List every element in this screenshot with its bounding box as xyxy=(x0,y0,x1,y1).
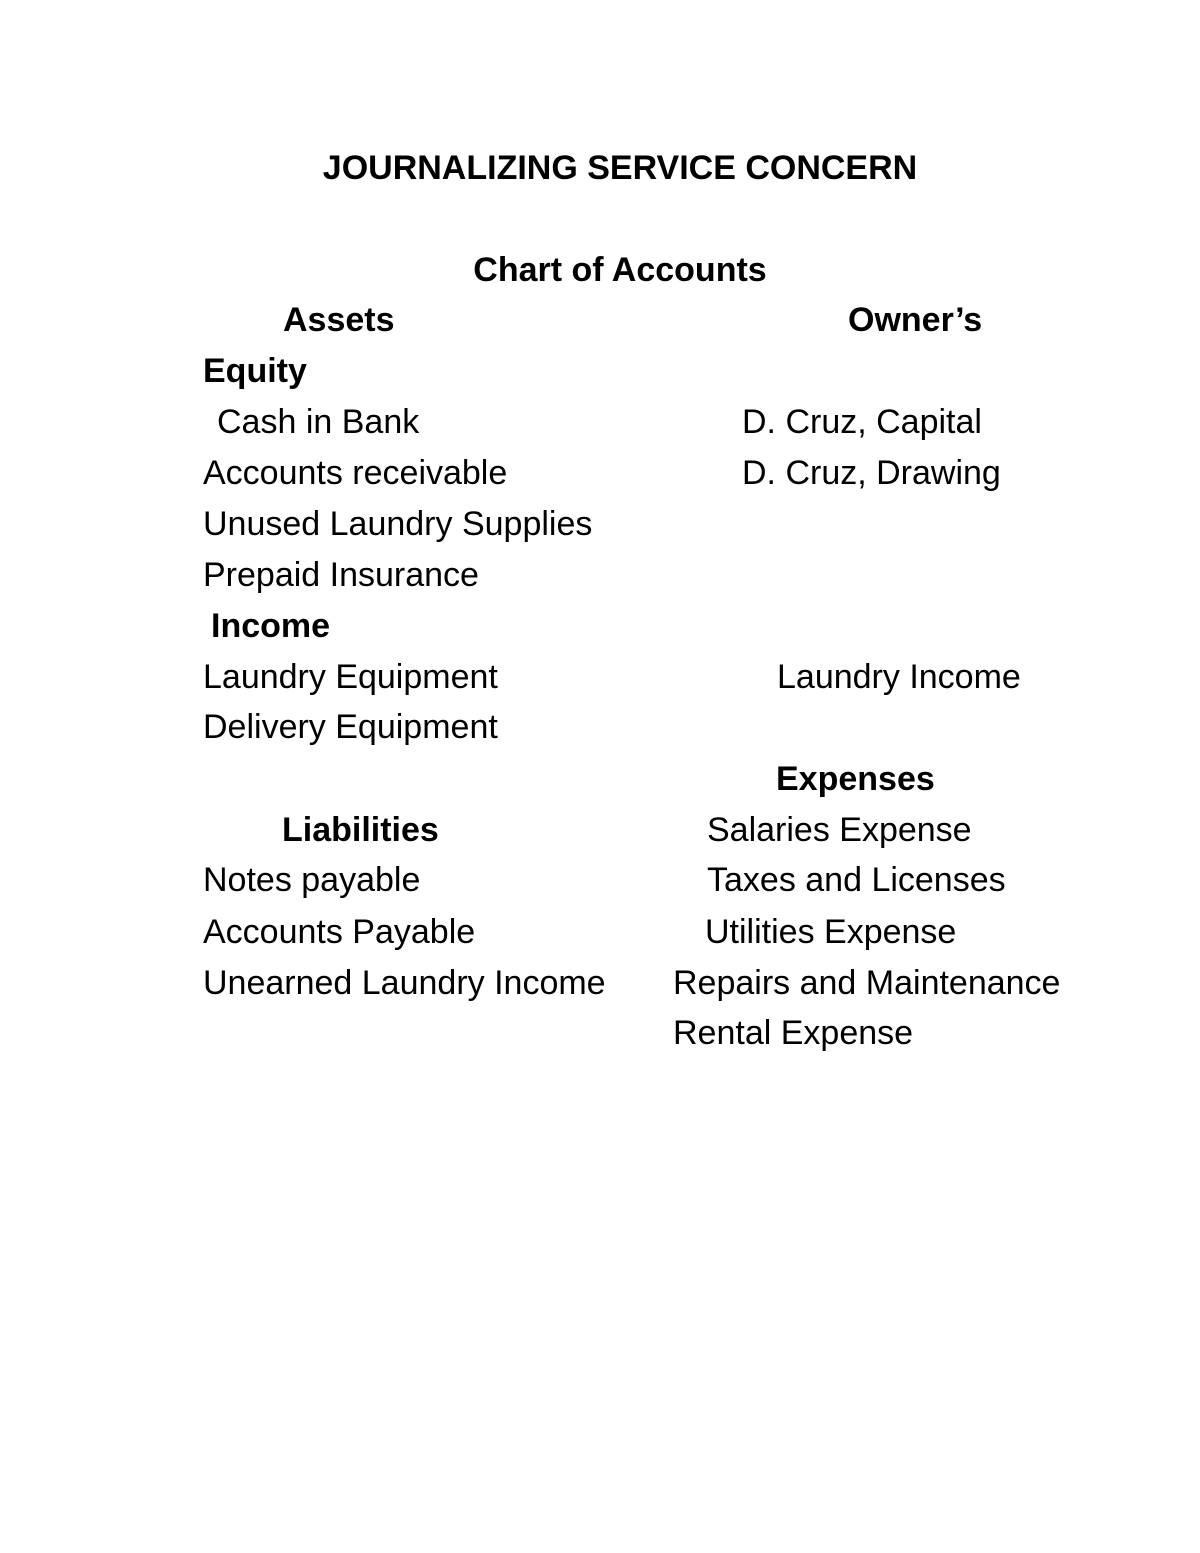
account-laundry-equipment: Laundry Equipment xyxy=(203,658,498,696)
liabilities-heading: Liabilities xyxy=(282,811,439,849)
account-utilities-expense: Utilities Expense xyxy=(705,913,957,951)
account-repairs-and-maintenance: Repairs and Maintenance xyxy=(673,964,1061,1002)
account-prepaid-insurance: Prepaid Insurance xyxy=(203,556,479,594)
account-unused-laundry-supplies: Unused Laundry Supplies xyxy=(203,505,593,543)
account-laundry-income: Laundry Income xyxy=(777,658,1021,696)
income-heading: Income xyxy=(211,607,331,645)
account-accounts-payable: Accounts Payable xyxy=(203,913,476,951)
account-drawing: D. Cruz, Drawing xyxy=(742,454,1001,492)
owners-heading: Owner’s xyxy=(848,301,983,339)
account-notes-payable: Notes payable xyxy=(203,861,421,899)
account-cash-in-bank: Cash in Bank xyxy=(217,403,420,441)
account-taxes-and-licenses: Taxes and Licenses xyxy=(707,861,1006,899)
chart-of-accounts-heading: Chart of Accounts xyxy=(473,251,767,289)
page-title: JOURNALIZING SERVICE CONCERN xyxy=(322,149,918,187)
account-capital: D. Cruz, Capital xyxy=(742,403,982,441)
expenses-heading: Expenses xyxy=(776,760,935,798)
account-rental-expense: Rental Expense xyxy=(673,1014,914,1052)
account-salaries-expense: Salaries Expense xyxy=(707,811,972,849)
account-unearned-laundry-income: Unearned Laundry Income xyxy=(203,964,606,1002)
account-accounts-receivable: Accounts receivable xyxy=(203,454,508,492)
account-delivery-equipment: Delivery Equipment xyxy=(203,708,498,746)
equity-heading: Equity xyxy=(203,352,307,390)
assets-heading: Assets xyxy=(283,301,395,339)
